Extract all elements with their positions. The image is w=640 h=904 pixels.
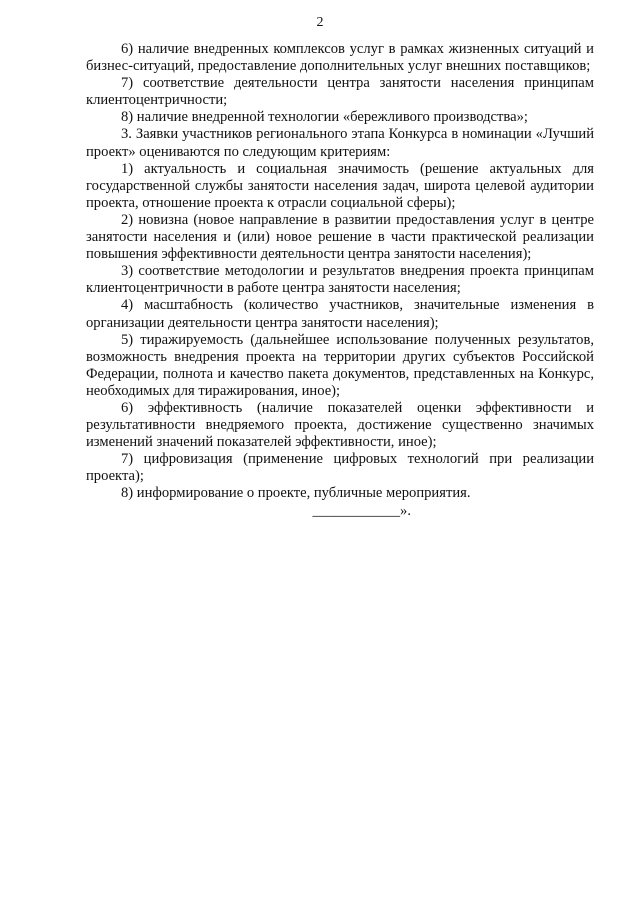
criterion-7-digitalization: 7) цифровизация (применение цифровых технологий при реализации проекта); — [86, 451, 594, 485]
criterion-2-novelty: 2) новизна (новое направление в развитии предоставления услуг в центре занятости населения и (или) новое решение в части практической реализации повышения эффективности деятельности центра занятости населения); — [86, 211, 594, 263]
criterion-4-scale: 4) масштабность (количество участников, значительные изменения в организации деятельности центра занятости населения); — [86, 297, 594, 331]
closing-line: ____________». — [312, 502, 411, 519]
paragraph-item-8-lean-production: 8) наличие внедренной технологии «бережливого производства»; — [121, 109, 528, 126]
criterion-5-replicability: 5) тиражируемость (дальнейшее использование полученных результатов, возможность внедрения проекта на территории других субъектов Российской Федерации, полнота и качество пакета документов, представленных на Конкурс, необходимых для тиражирования, иное); — [86, 331, 594, 399]
criterion-6-efficiency: 6) эффективность (наличие показателей оценки эффективности и результативности внедряемого проекта, достижение существенно значимых изменений значений показателей эффективности, иное); — [86, 399, 594, 451]
criterion-1-relevance: 1) актуальность и социальная значимость (решение актуальных для государственной службы занятости населения задач, широта целевой аудитории проекта, отношение проекта к отрасли социальной сферы); — [86, 160, 594, 211]
page-number: 2 — [316, 15, 324, 30]
paragraph-item-6-service-complexes: 6) наличие внедренных комплексов услуг в рамках жизненных ситуаций и бизнес-ситуаций, предоставление дополнительных услуг внешних поставщиков; — [86, 41, 594, 75]
paragraph-section-3-best-project: 3. Заявки участников регионального этапа Конкурса в номинации «Лучший проект» оцениваются по следующим критериям: — [86, 126, 594, 160]
criterion-3-methodology: 3) соответствие методологии и результатов внедрения проекта принципам клиентоцентричности в работе центра занятости населения; — [86, 263, 594, 297]
criterion-8-informing: 8) информирование о проекте, публичные мероприятия. — [121, 485, 471, 502]
paragraph-item-7-client-centricity: 7) соответствие деятельности центра занятости населения принципам клиентоцентричности; — [86, 75, 594, 109]
document-body — [86, 41, 594, 520]
